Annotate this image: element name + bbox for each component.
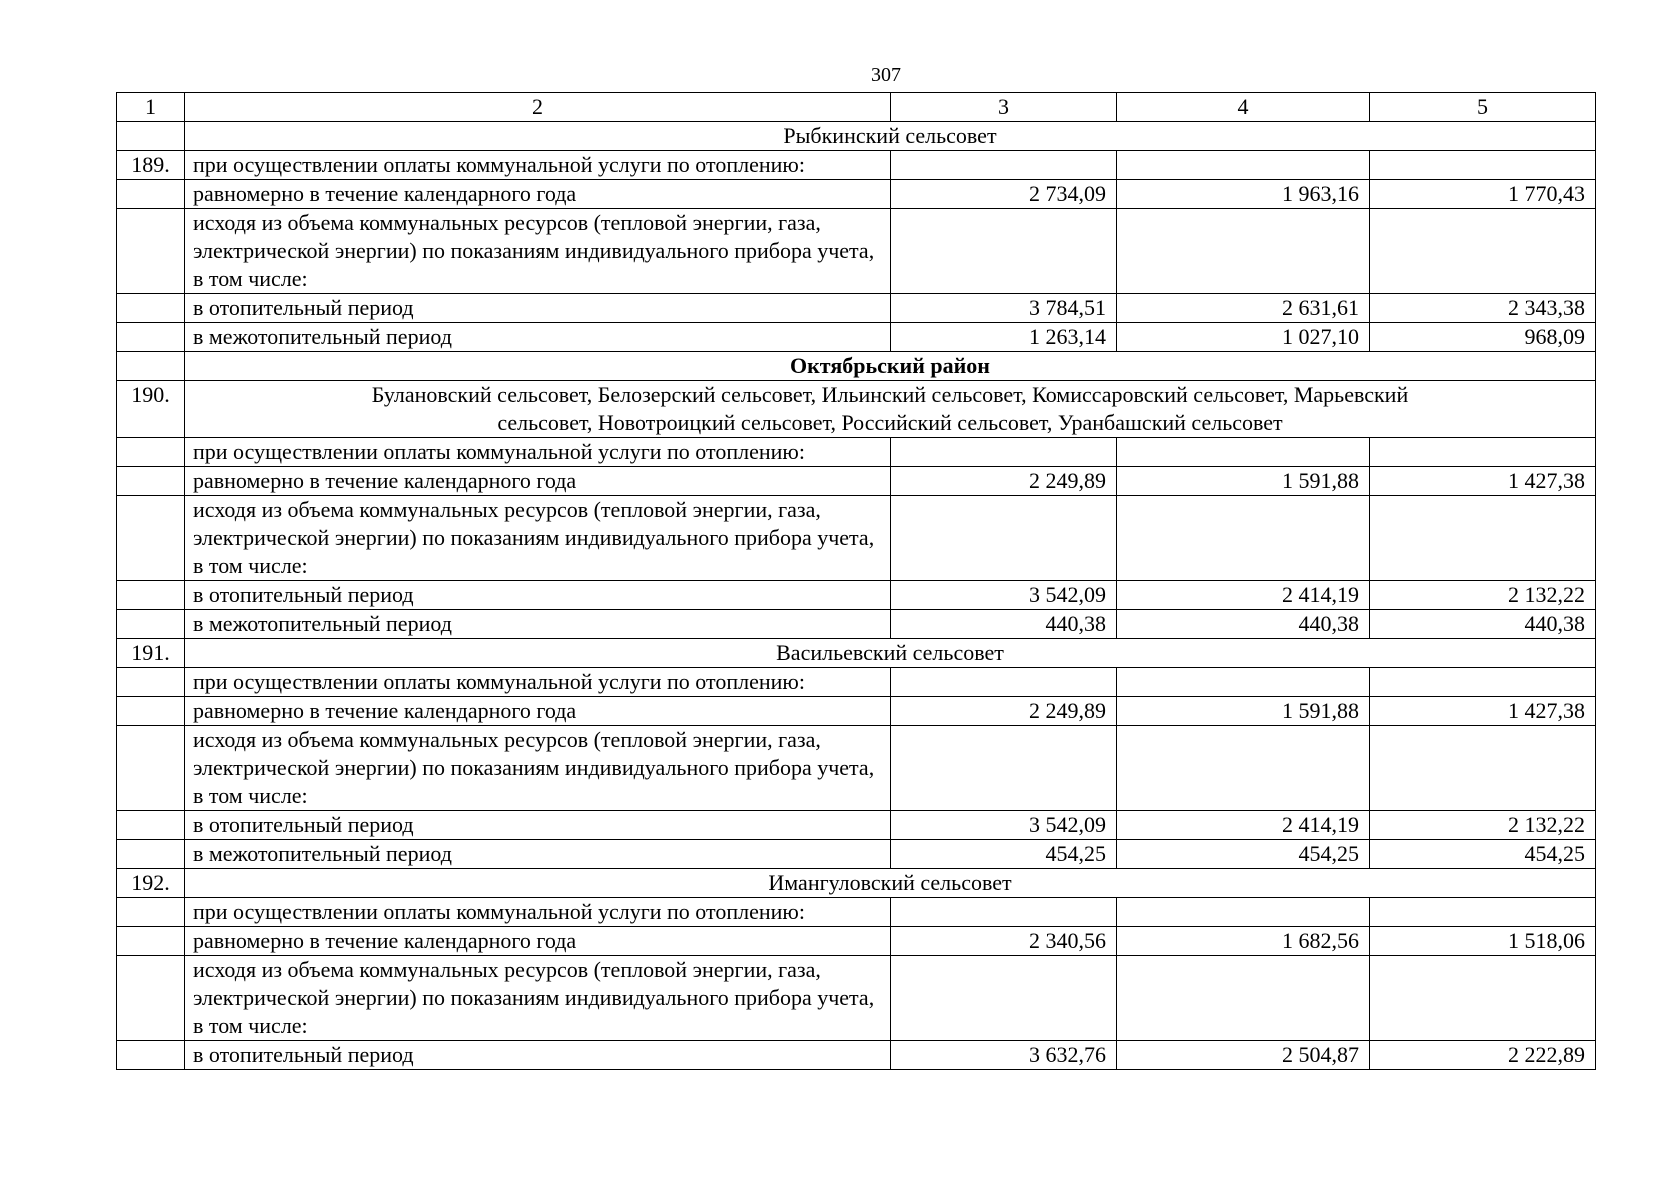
row-index: 189. xyxy=(117,151,185,180)
value-cell-5: 1 427,38 xyxy=(1370,467,1596,496)
value-cell-4: 2 631,61 xyxy=(1117,294,1370,323)
section-heading: Имангуловский сельсовет xyxy=(185,869,1596,898)
row-label: в отопительный период xyxy=(185,581,891,610)
value-cell-5: 968,09 xyxy=(1370,323,1596,352)
value-cell-4: 1 682,56 xyxy=(1117,927,1370,956)
row-index xyxy=(117,467,185,496)
value-cell-5 xyxy=(1370,668,1596,697)
value-cell-3 xyxy=(891,209,1117,294)
value-cell-4: 454,25 xyxy=(1117,840,1370,869)
row-index: 190. xyxy=(117,381,185,438)
table-row xyxy=(117,438,1596,467)
row-index xyxy=(117,294,185,323)
row-label: в межотопительный период xyxy=(185,610,891,639)
value-cell-4: 2 414,19 xyxy=(1117,581,1370,610)
table-row xyxy=(117,840,1596,869)
row-label: при осуществлении оплаты коммунальной услуги по отоплению: xyxy=(185,438,891,467)
value-cell-3 xyxy=(891,151,1117,180)
row-label: при осуществлении оплаты коммунальной услуги по отоплению: xyxy=(185,151,891,180)
row-index: 191. xyxy=(117,639,185,668)
value-cell-4 xyxy=(1117,151,1370,180)
value-cell-5 xyxy=(1370,151,1596,180)
value-cell-3: 440,38 xyxy=(891,610,1117,639)
value-cell-4: 1 591,88 xyxy=(1117,697,1370,726)
table-row xyxy=(117,956,1596,1041)
row-index xyxy=(117,581,185,610)
row-index xyxy=(117,726,185,811)
value-cell-3: 3 784,51 xyxy=(891,294,1117,323)
header-cell-5: 5 xyxy=(1370,93,1596,122)
row-label: в межотопительный период xyxy=(185,323,891,352)
row-index xyxy=(117,209,185,294)
table-body xyxy=(117,93,1596,1070)
table-row xyxy=(117,639,1596,668)
row-index xyxy=(117,898,185,927)
header-cell-1: 1 xyxy=(117,93,185,122)
value-cell-3 xyxy=(891,726,1117,811)
value-cell-3: 3 632,76 xyxy=(891,1041,1117,1070)
value-cell-5: 1 518,06 xyxy=(1370,927,1596,956)
row-label: равномерно в течение календарного года xyxy=(185,697,891,726)
section-heading: Октябрьский район xyxy=(185,352,1596,381)
value-cell-5: 2 132,22 xyxy=(1370,581,1596,610)
row-index xyxy=(117,1041,185,1070)
value-cell-3 xyxy=(891,496,1117,581)
value-cell-4: 440,38 xyxy=(1117,610,1370,639)
table-row xyxy=(117,323,1596,352)
value-cell-5 xyxy=(1370,956,1596,1041)
value-cell-5: 2 222,89 xyxy=(1370,1041,1596,1070)
value-cell-3: 454,25 xyxy=(891,840,1117,869)
value-cell-4 xyxy=(1117,668,1370,697)
table-row xyxy=(117,726,1596,811)
value-cell-3: 2 734,09 xyxy=(891,180,1117,209)
value-cell-3 xyxy=(891,668,1117,697)
value-cell-4: 1 591,88 xyxy=(1117,467,1370,496)
value-cell-5: 2 343,38 xyxy=(1370,294,1596,323)
table-row xyxy=(117,581,1596,610)
row-label: исходя из объема коммунальных ресурсов (тепловой энергии, газа, электрической энергии) по показаниям индивидуального прибора учета, в том числе: xyxy=(185,956,891,1041)
row-index xyxy=(117,927,185,956)
value-cell-4 xyxy=(1117,956,1370,1041)
value-cell-3: 2 340,56 xyxy=(891,927,1117,956)
value-cell-5: 1 770,43 xyxy=(1370,180,1596,209)
header-cell-3: 3 xyxy=(891,93,1117,122)
row-label: в отопительный период xyxy=(185,294,891,323)
value-cell-3: 2 249,89 xyxy=(891,467,1117,496)
row-index xyxy=(117,840,185,869)
value-cell-3: 2 249,89 xyxy=(891,697,1117,726)
table-row xyxy=(117,811,1596,840)
header-cell-4: 4 xyxy=(1117,93,1370,122)
value-cell-4: 2 414,19 xyxy=(1117,811,1370,840)
table-row xyxy=(117,180,1596,209)
row-label: при осуществлении оплаты коммунальной услуги по отоплению: xyxy=(185,898,891,927)
value-cell-4 xyxy=(1117,496,1370,581)
row-label: при осуществлении оплаты коммунальной услуги по отоплению: xyxy=(185,668,891,697)
section-heading: Рыбкинский сельсовет xyxy=(185,122,1596,151)
row-label: в межотопительный период xyxy=(185,840,891,869)
row-label: в отопительный период xyxy=(185,1041,891,1070)
table-row xyxy=(117,294,1596,323)
row-index xyxy=(117,496,185,581)
table-row xyxy=(117,496,1596,581)
row-index xyxy=(117,122,185,151)
row-index xyxy=(117,610,185,639)
table-row xyxy=(117,927,1596,956)
tariff-table xyxy=(116,92,1596,1070)
header-cell-2: 2 xyxy=(185,93,891,122)
row-label: равномерно в течение календарного года xyxy=(185,180,891,209)
table-row xyxy=(117,352,1596,381)
row-label: исходя из объема коммунальных ресурсов (тепловой энергии, газа, электрической энергии) по показаниям индивидуального прибора учета, в том числе: xyxy=(185,209,891,294)
table-row xyxy=(117,610,1596,639)
table-row xyxy=(117,697,1596,726)
table-row xyxy=(117,668,1596,697)
value-cell-3 xyxy=(891,956,1117,1041)
row-label: равномерно в течение календарного года xyxy=(185,927,891,956)
value-cell-5 xyxy=(1370,496,1596,581)
row-index xyxy=(117,352,185,381)
row-label: исходя из объема коммунальных ресурсов (тепловой энергии, газа, электрической энергии) по показаниям индивидуального прибора учета, в том числе: xyxy=(185,496,891,581)
section-heading: Булановский сельсовет, Белозерский сельсовет, Ильинский сельсовет, Комиссаровский сельсовет, Марьевский сельсовет, Новотроицкий сельсовет, Российский сельсовет, Уранбашский сельсовет xyxy=(185,381,1596,438)
row-label: исходя из объема коммунальных ресурсов (тепловой энергии, газа, электрической энергии) по показаниям индивидуального прибора учета, в том числе: xyxy=(185,726,891,811)
table-row xyxy=(117,209,1596,294)
row-index xyxy=(117,668,185,697)
row-index xyxy=(117,323,185,352)
row-index xyxy=(117,438,185,467)
table-row xyxy=(117,381,1596,438)
value-cell-4 xyxy=(1117,726,1370,811)
table-row xyxy=(117,869,1596,898)
header-row xyxy=(117,93,1596,122)
value-cell-3 xyxy=(891,438,1117,467)
row-index xyxy=(117,180,185,209)
value-cell-4 xyxy=(1117,438,1370,467)
table-row xyxy=(117,151,1596,180)
value-cell-4 xyxy=(1117,209,1370,294)
table-row xyxy=(117,898,1596,927)
row-label: равномерно в течение календарного года xyxy=(185,467,891,496)
value-cell-3 xyxy=(891,898,1117,927)
value-cell-4: 1 963,16 xyxy=(1117,180,1370,209)
value-cell-5: 454,25 xyxy=(1370,840,1596,869)
value-cell-5 xyxy=(1370,898,1596,927)
table-row xyxy=(117,467,1596,496)
row-index xyxy=(117,697,185,726)
value-cell-3: 3 542,09 xyxy=(891,811,1117,840)
value-cell-4 xyxy=(1117,898,1370,927)
page-number: 307 xyxy=(871,64,901,86)
value-cell-5: 2 132,22 xyxy=(1370,811,1596,840)
value-cell-3: 3 542,09 xyxy=(891,581,1117,610)
value-cell-5 xyxy=(1370,438,1596,467)
table-row xyxy=(117,122,1596,151)
section-heading: Васильевский сельсовет xyxy=(185,639,1596,668)
value-cell-5: 1 427,38 xyxy=(1370,697,1596,726)
value-cell-5 xyxy=(1370,209,1596,294)
row-label: в отопительный период xyxy=(185,811,891,840)
value-cell-4: 2 504,87 xyxy=(1117,1041,1370,1070)
value-cell-5: 440,38 xyxy=(1370,610,1596,639)
value-cell-4: 1 027,10 xyxy=(1117,323,1370,352)
table-row xyxy=(117,1041,1596,1070)
row-index: 192. xyxy=(117,869,185,898)
value-cell-5 xyxy=(1370,726,1596,811)
row-index xyxy=(117,956,185,1041)
row-index xyxy=(117,811,185,840)
value-cell-3: 1 263,14 xyxy=(891,323,1117,352)
